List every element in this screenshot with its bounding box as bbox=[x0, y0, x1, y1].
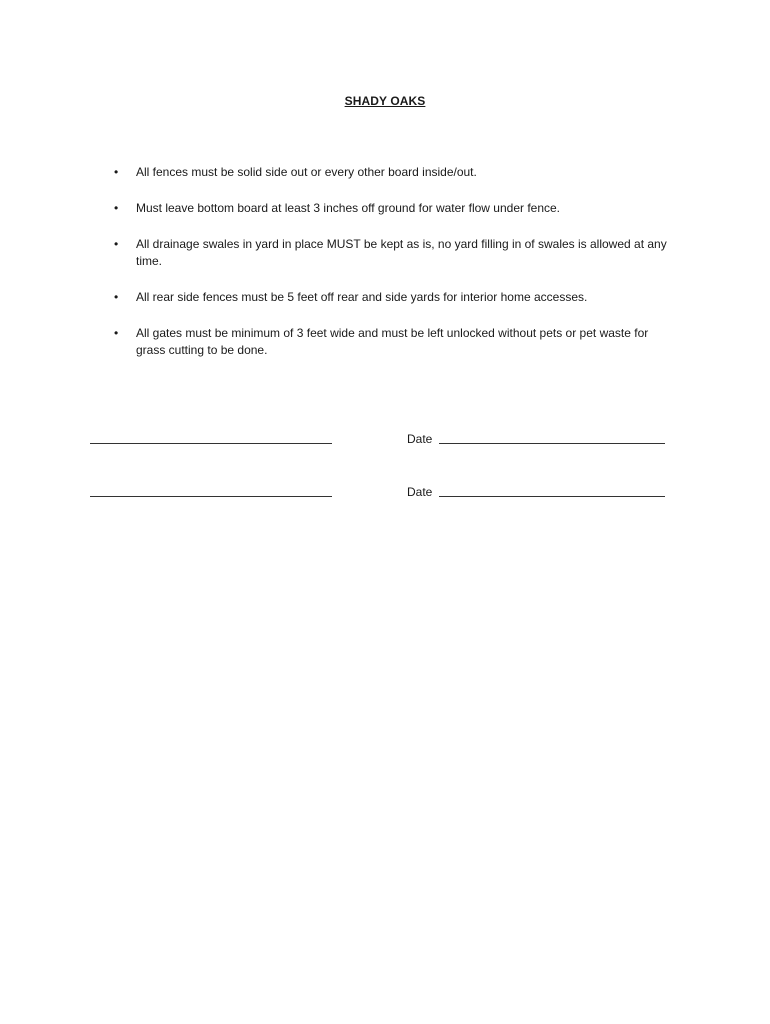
list-item bbox=[110, 289, 678, 306]
rule-text: All gates must be minimum of 3 feet wide and must be left unlocked without pets or pet waste for grass cutting to be done. bbox=[136, 326, 649, 357]
date-label: Date bbox=[407, 485, 433, 499]
signature-line[interactable] bbox=[90, 443, 332, 444]
date-line[interactable] bbox=[439, 496, 665, 497]
signature-row bbox=[0, 426, 770, 446]
date-label: Date bbox=[407, 432, 433, 446]
bullet-icon: • bbox=[114, 237, 119, 251]
rule-text: All fences must be solid side out or every other board inside/out. bbox=[136, 165, 477, 179]
list-item bbox=[110, 164, 678, 181]
rules-list bbox=[110, 164, 678, 378]
bullet-icon: • bbox=[114, 326, 119, 340]
list-item bbox=[110, 236, 678, 270]
list-item bbox=[110, 200, 678, 217]
rule-text: All rear side fences must be 5 feet off rear and side yards for interior home accesses. bbox=[136, 290, 588, 304]
document-title: SHADY OAKS bbox=[344, 94, 426, 108]
list-item bbox=[110, 325, 678, 359]
rule-text: All drainage swales in yard in place MUST be kept as is, no yard filling in of swales is allowed at any time. bbox=[136, 237, 667, 268]
bullet-icon: • bbox=[114, 201, 119, 215]
date-line[interactable] bbox=[439, 443, 665, 444]
bullet-icon: • bbox=[114, 290, 119, 304]
bullet-icon: • bbox=[114, 165, 119, 179]
signature-line[interactable] bbox=[90, 496, 332, 497]
rule-text: Must leave bottom board at least 3 inches off ground for water flow under fence. bbox=[136, 201, 561, 215]
signature-row bbox=[0, 479, 770, 499]
